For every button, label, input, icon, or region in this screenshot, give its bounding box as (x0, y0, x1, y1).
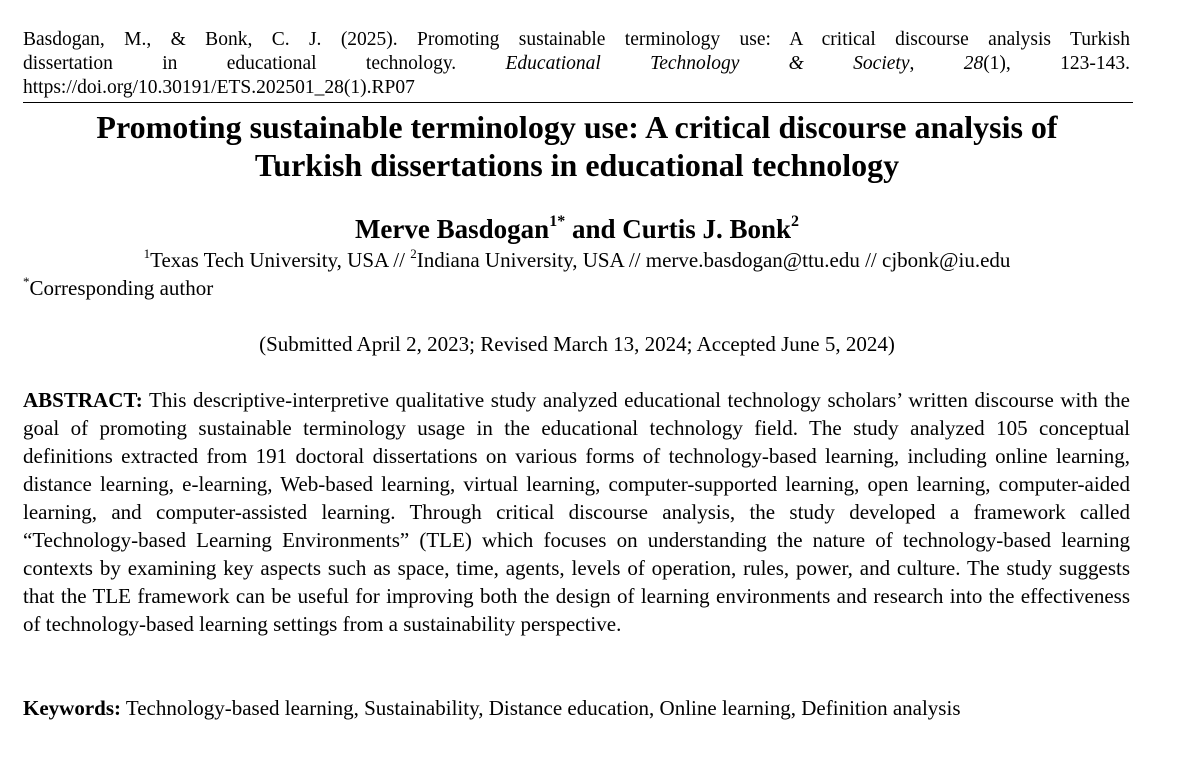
paper-title (0, 108, 1154, 184)
author-2-marker: 2 (791, 213, 800, 230)
keywords (23, 694, 1130, 722)
authors-and: and (565, 214, 623, 244)
corresponding-marker: * (23, 274, 30, 289)
journal-volume: 28 (963, 53, 984, 74)
corresponding-author-note (23, 274, 213, 302)
citation-doi[interactable]: https://doi.org/10.30191/ETS.202501_28(1).RP07 (23, 77, 415, 98)
abstract-label: ABSTRACT: (23, 388, 143, 412)
citation-line-1: Basdogan, M., & Bonk, C. J. (2025). Promoting sustainable terminology use: A critical discourse analysis Turkish (23, 29, 1130, 50)
affiliation-2-marker: 2 (410, 246, 417, 261)
paper-title-line-2: Turkish dissertations in educational technology (254, 147, 900, 183)
author-1-name: Merve Basdogan (354, 214, 550, 244)
author-2-name: Curtis J. Bonk (622, 214, 792, 244)
citation-title-end: dissertation in educational technology. (23, 53, 457, 74)
header-rule (23, 102, 1133, 103)
corresponding-text: Corresponding author (29, 276, 214, 300)
affiliation-1-marker: 1 (143, 246, 151, 261)
authors (0, 212, 1154, 246)
keywords-label: Keywords: (23, 696, 121, 720)
citation (23, 28, 1130, 100)
affiliation-1: Texas Tech University, USA // (150, 248, 411, 272)
affiliations (0, 246, 1154, 274)
citation-line-2 (23, 52, 1130, 76)
keywords-text: Technology-based learning, Sustainability, Distance education, Online learning, Definition analysis (121, 696, 961, 720)
abstract (23, 386, 1130, 638)
affiliation-2-and-emails: Indiana University, USA // merve.basdogan@ttu.edu // cjbonk@iu.edu (416, 248, 1011, 272)
abstract-text: This descriptive-interpretive qualitative study analyzed educational technology scholars’ written discourse with the goal of promoting sustainable terminology usage in the educational technology field. The study analyzed 105 conceptual definitions extracted from 191 doctoral dissertations on various forms of technology-based learning, including online learning, distance learning, e-learning, Web-based learning, virtual learning, computer-supported learning, open learning, computer-aided learning, and computer-assisted learning. Through critical discourse analysis, the study developed a framework called “Technology-based Learning Environments” (TLE) which focuses on understanding the nature of technology-based learning contexts by examining key aspects such as space, time, agents, levels of operation, rules, power, and culture. The study suggests that the TLE framework can be useful for improving both the design of learning environments and research into the effectiveness of technology-based learning settings from a sustainability perspective. (23, 388, 1130, 636)
author-1-marker: 1* (549, 213, 566, 230)
citation-block (23, 28, 1130, 100)
paper-title-line-1: Promoting sustainable terminology use: A critical discourse analysis of (96, 109, 1058, 145)
citation-comma: , (909, 53, 915, 74)
submission-dates: (Submitted April 2, 2023; Revised March 13, 2024; Accepted June 5, 2024) (259, 332, 895, 356)
journal-issue-pages: (1), 123-143. (983, 53, 1130, 74)
journal-name: Educational Technology & Society (505, 53, 910, 74)
